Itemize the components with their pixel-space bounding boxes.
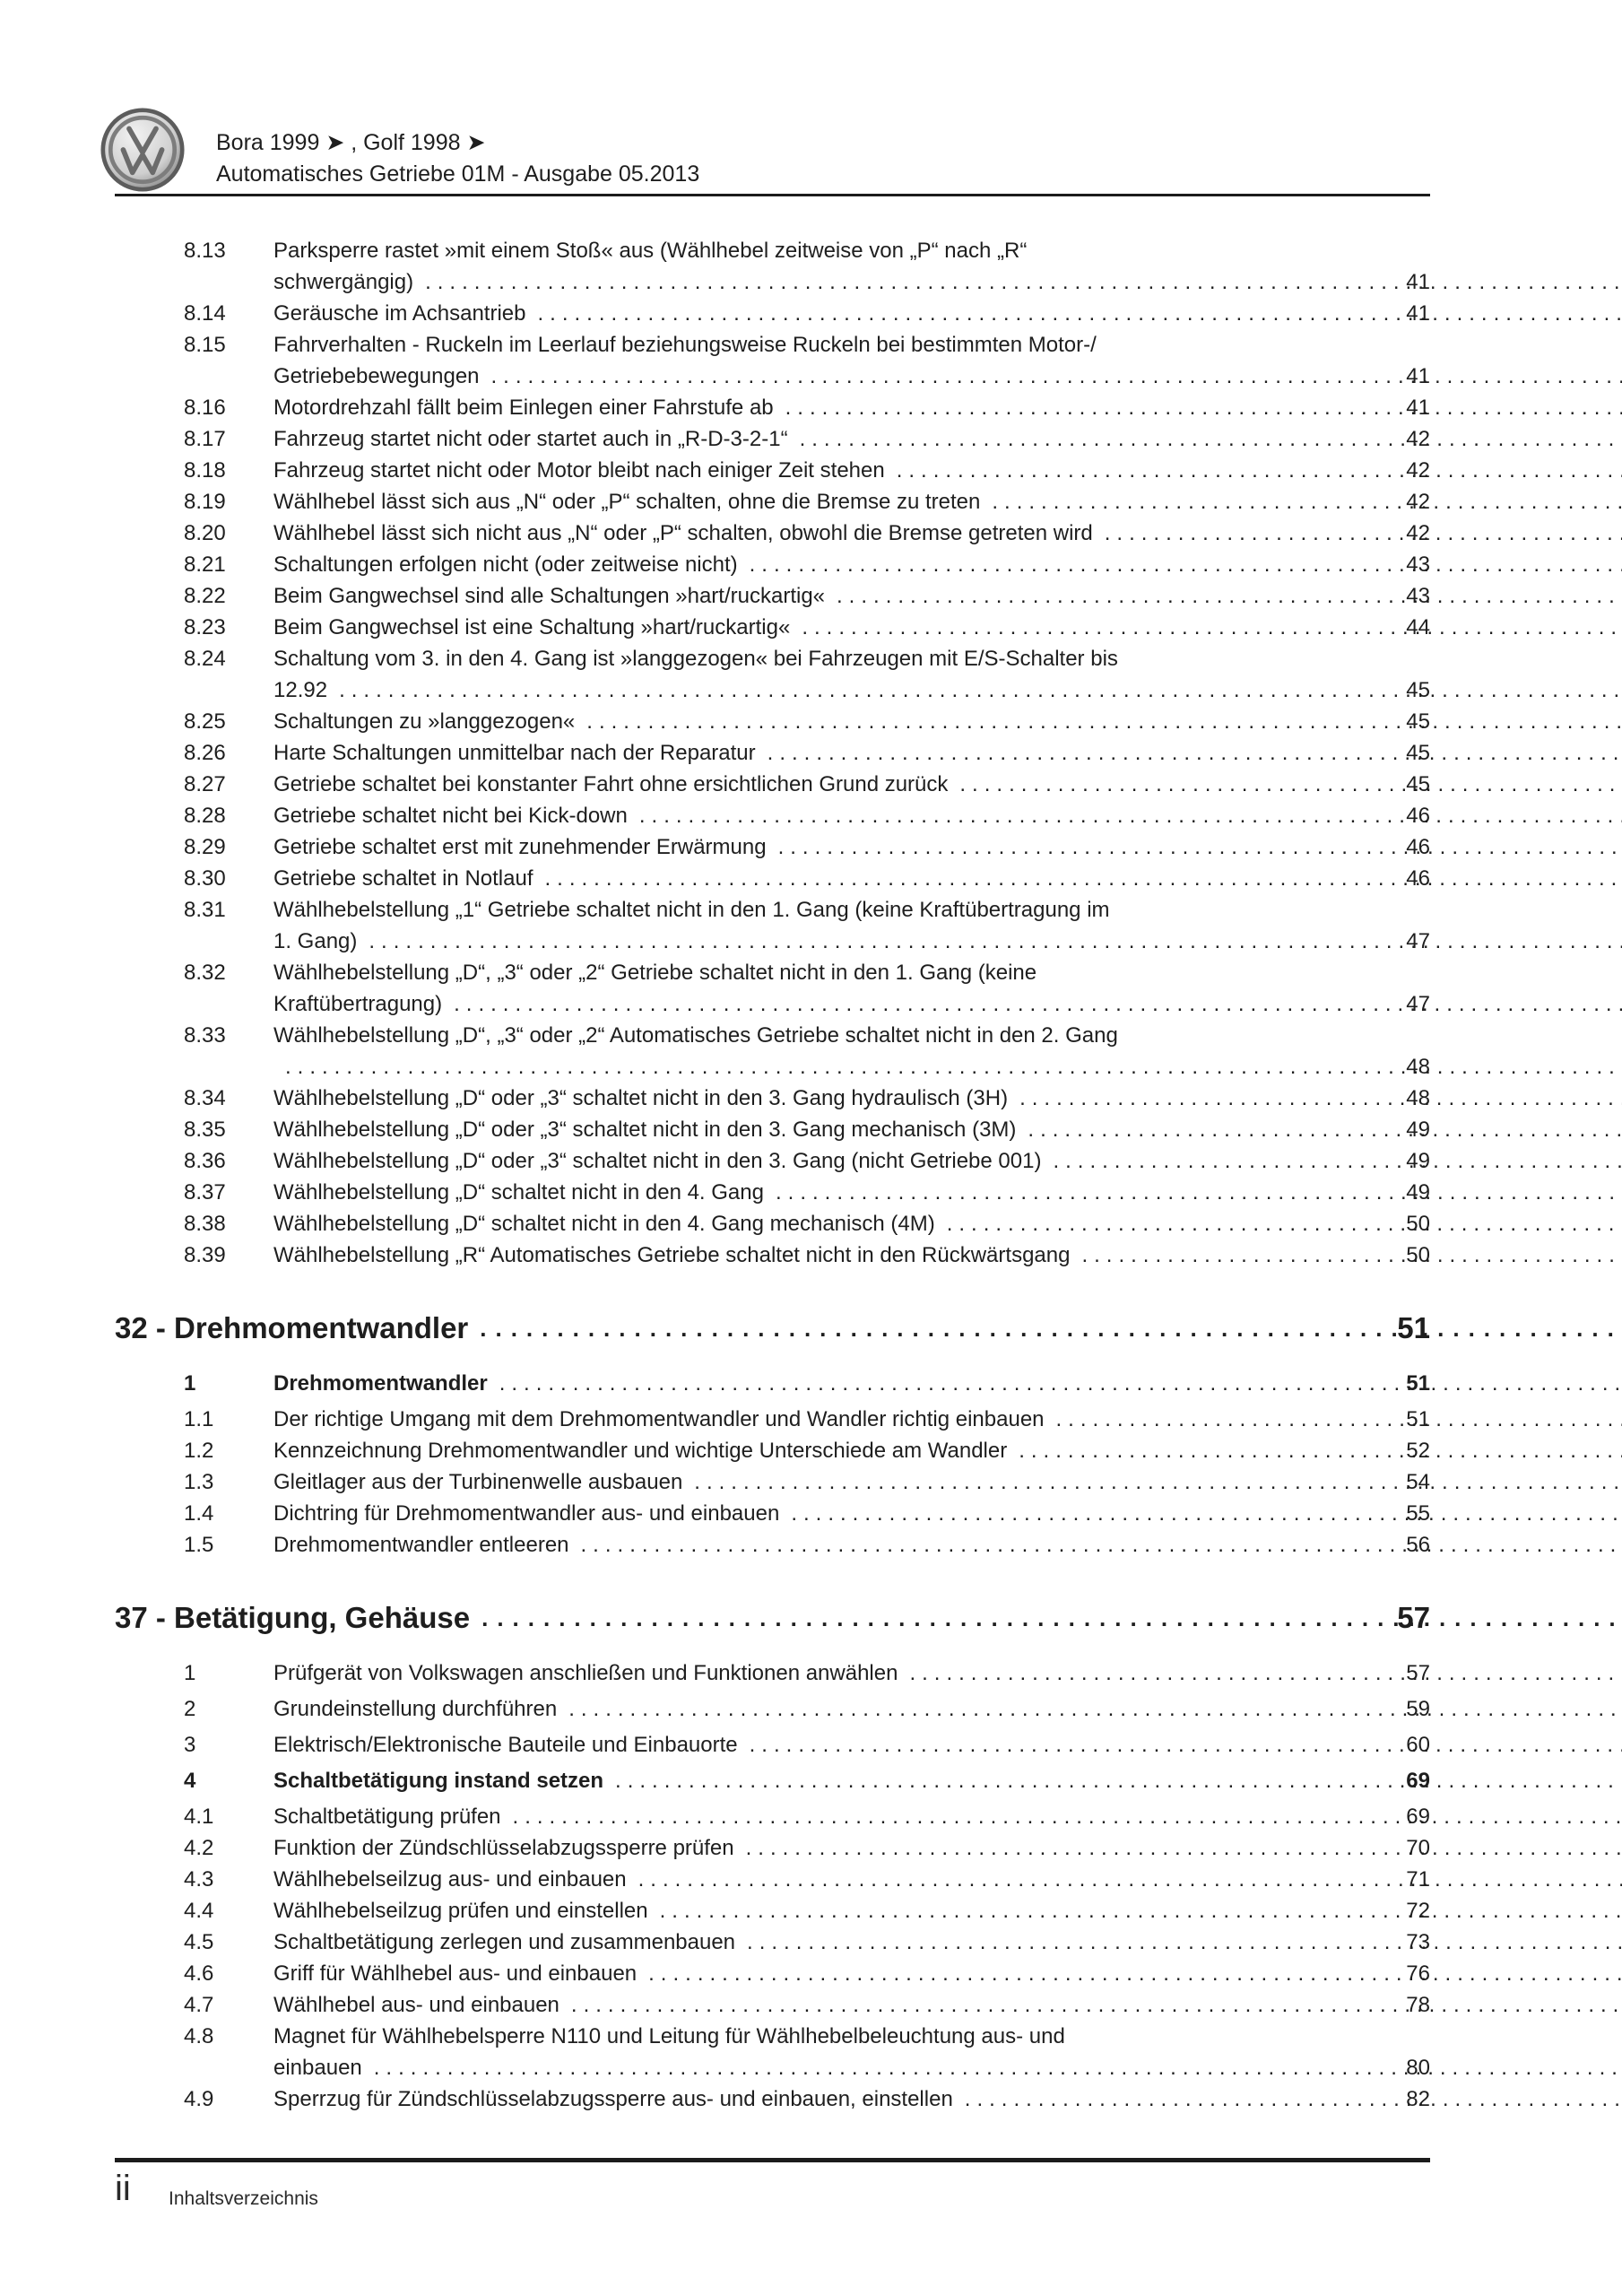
toc-entry[interactable] [115, 831, 1430, 863]
entry-page: 47 [1406, 992, 1430, 1016]
entry-number: 8.36 [184, 1149, 226, 1173]
toc-entry[interactable] [115, 423, 1430, 455]
entry-page: 78 [1406, 1993, 1430, 2017]
entry-page: 42 [1406, 490, 1430, 514]
toc-entry[interactable] [115, 1498, 1430, 1529]
entry-number: 8.13 [184, 239, 226, 263]
entry-title: Wählhebelseilzug prüfen und einstellen ..... [273, 1895, 1351, 1926]
entry-title: Wählhebelstellung „D“ oder „3“ schaltet nicht in den 3. Gang mechanisch (3M) ..... [273, 1114, 1351, 1145]
entry-page: 82 [1406, 2087, 1430, 2111]
section-heading-page: 57 [1397, 1601, 1430, 1634]
entry-number: 8.31 [184, 898, 226, 922]
entry-page: 41 [1406, 364, 1430, 388]
entry-title: Der richtige Umgang mit dem Drehmomentwandler und Wandler richtig einbauen ..... [273, 1404, 1351, 1435]
toc-entry[interactable] [115, 769, 1430, 800]
entry-number: 8.39 [184, 1243, 226, 1267]
entry-title: Kennzeichnung Drehmomentwandler und wichtige Unterschiede am Wandler ..... [273, 1435, 1351, 1466]
entry-title: Wählhebelseilzug aus- und einbauen ..... [273, 1864, 1351, 1895]
toc-entry[interactable] [115, 800, 1430, 831]
table-of-contents [115, 235, 1430, 2115]
entry-title: Funktion der Zündschlüsselabzugssperre prüfen ..... [273, 1832, 1351, 1864]
entry-title: Drehmomentwandler ..... [273, 1368, 1351, 1399]
entry-title: Wählhebelstellung „D“, „3“ oder „2“ Automatisches Getriebe schaltet nicht in den 2. Gang ..... [273, 1020, 1351, 1083]
toc-entry[interactable] [115, 863, 1430, 894]
entry-title: Beim Gangwechsel sind alle Schaltungen »hart/ruckartig« ..... [273, 580, 1351, 612]
toc-entry[interactable] [115, 1832, 1430, 1864]
toc-entry[interactable] [115, 1145, 1430, 1177]
entry-page: 51 [1406, 1407, 1430, 1431]
entry-number: 8.37 [184, 1180, 226, 1205]
entry-number: 8.18 [184, 458, 226, 483]
entry-title: Harte Schaltungen unmittelbar nach der Reparatur ..... [273, 737, 1351, 769]
entry-page: 49 [1406, 1118, 1430, 1142]
toc-entry[interactable] [115, 580, 1430, 612]
entry-number: 4.7 [184, 1993, 214, 2017]
entry-page: 42 [1406, 521, 1430, 545]
toc-section-heading[interactable] [115, 1309, 1430, 1348]
footer-label: Inhaltsverzeichnis [169, 2188, 318, 2209]
entry-number: 8.21 [184, 552, 226, 577]
entry-title: Motordrehzahl fällt beim Einlegen einer Fahrstufe ab ..... [273, 392, 1351, 423]
entry-page: 59 [1406, 1697, 1430, 1721]
entry-page: 60 [1406, 1733, 1430, 1757]
entry-page: 48 [1406, 1055, 1430, 1079]
toc-entry[interactable] [115, 1083, 1430, 1114]
entry-number: 4.9 [184, 2087, 214, 2111]
entry-page: 46 [1406, 866, 1430, 891]
entry-number: 8.35 [184, 1118, 226, 1142]
entry-title: Schaltung vom 3. in den 4. Gang ist »langgezogen« bei Fahrzeugen mit E/S-Schalter bis 12.92 ..... [273, 643, 1351, 706]
toc-entry[interactable] [115, 2021, 1430, 2083]
toc-entry[interactable] [115, 329, 1430, 392]
entry-number: 1.2 [184, 1439, 214, 1463]
entry-title: Fahrverhalten - Ruckeln im Leerlauf beziehungsweise Ruckeln bei bestimmten Motor-/ Getriebebewegungen ..... [273, 329, 1351, 392]
entry-number: 1 [184, 1371, 196, 1396]
entry-number: 8.15 [184, 333, 226, 357]
entry-title: Elektrisch/Elektronische Bauteile und Einbauorte ..... [273, 1729, 1351, 1761]
entry-page: 73 [1406, 1930, 1430, 1954]
toc-entry[interactable] [115, 1693, 1430, 1725]
toc-entry[interactable] [115, 235, 1430, 298]
toc-entry[interactable] [115, 1404, 1430, 1435]
toc-entry[interactable] [115, 1801, 1430, 1832]
entry-number: 8.26 [184, 741, 226, 765]
header-models: Bora 1999 ➤ , Golf 1998 ➤ [216, 130, 486, 155]
entry-number: 1.5 [184, 1533, 214, 1557]
toc-entry[interactable] [115, 1177, 1430, 1208]
entry-page: 42 [1406, 458, 1430, 483]
toc-entry[interactable] [115, 1208, 1430, 1239]
toc-entry[interactable] [115, 706, 1430, 737]
toc-entry[interactable] [115, 298, 1430, 329]
entry-page: 46 [1406, 835, 1430, 859]
entry-page: 50 [1406, 1212, 1430, 1236]
entry-page: 69 [1406, 1769, 1430, 1793]
entry-number: 8.25 [184, 709, 226, 734]
toc-entry[interactable] [115, 486, 1430, 517]
entry-page: 41 [1406, 396, 1430, 420]
toc-entry[interactable] [115, 612, 1430, 643]
entry-title: Prüfgerät von Volkswagen anschließen und Funktionen anwählen ..... [273, 1657, 1351, 1689]
entry-number: 1 [184, 1661, 196, 1685]
toc-entry[interactable] [115, 1368, 1430, 1399]
entry-number: 4.3 [184, 1867, 214, 1892]
entry-title: Parksperre rastet »mit einem Stoß« aus (Wählhebel zeitweise von „P“ nach „R“ schwergängig) ..... [273, 235, 1351, 298]
entry-number: 8.24 [184, 647, 226, 671]
entry-number: 8.28 [184, 804, 226, 828]
entry-title: Wählhebelstellung „D“ oder „3“ schaltet nicht in den 3. Gang hydraulisch (3H) ..... [273, 1083, 1351, 1114]
entry-number: 4.1 [184, 1805, 214, 1829]
section-heading-title: 37 - Betätigung, Gehäuse ..... [115, 1598, 1351, 1638]
vw-logo-icon [100, 108, 185, 192]
entry-number: 1.4 [184, 1501, 214, 1526]
toc-entry[interactable] [115, 517, 1430, 549]
entry-number: 8.22 [184, 584, 226, 608]
entry-title: Getriebe schaltet erst mit zunehmender Erwärmung ..... [273, 831, 1351, 863]
entry-title: Wählhebelstellung „D“ schaltet nicht in den 4. Gang mechanisch (4M) ..... [273, 1208, 1351, 1239]
entry-number: 8.17 [184, 427, 226, 451]
entry-number: 4.5 [184, 1930, 214, 1954]
entry-number: 4.6 [184, 1961, 214, 1986]
entry-title: Magnet für Wählhebelsperre N110 und Leitung für Wählhebelbeleuchtung aus- und einbauen ..... [273, 2021, 1351, 2083]
entry-page: 44 [1406, 615, 1430, 639]
entry-title: Schaltbetätigung instand setzen ..... [273, 1765, 1351, 1796]
entry-title: Wählhebelstellung „1“ Getriebe schaltet nicht in den 1. Gang (keine Kraftübertragung im 1. Gang) ..... [273, 894, 1351, 957]
section-heading-title: 32 - Drehmomentwandler ..... [115, 1309, 1351, 1348]
toc-entry[interactable] [115, 1864, 1430, 1895]
entry-title: Gleitlager aus der Turbinenwelle ausbauen ..... [273, 1466, 1351, 1498]
entry-title: Drehmomentwandler entleeren ..... [273, 1529, 1351, 1561]
entry-number: 8.14 [184, 301, 226, 326]
entry-page: 52 [1406, 1439, 1430, 1463]
entry-page: 76 [1406, 1961, 1430, 1986]
section-heading-page: 51 [1397, 1311, 1430, 1344]
footer-page-number: ii [115, 2169, 131, 2208]
entry-page: 45 [1406, 772, 1430, 796]
entry-title: Getriebe schaltet nicht bei Kick-down ..... [273, 800, 1351, 831]
toc-entry[interactable] [115, 1926, 1430, 1958]
entry-number: 8.33 [184, 1023, 226, 1048]
entry-page: 49 [1406, 1149, 1430, 1173]
entry-number: 1.3 [184, 1470, 214, 1494]
entry-number: 8.32 [184, 961, 226, 985]
entry-number: 8.34 [184, 1086, 226, 1110]
toc-entry[interactable] [115, 549, 1430, 580]
entry-page: 56 [1406, 1533, 1430, 1557]
entry-page: 55 [1406, 1501, 1430, 1526]
toc-entry[interactable] [115, 737, 1430, 769]
entry-number: 8.30 [184, 866, 226, 891]
entry-title: Wählhebel lässt sich nicht aus „N“ oder „P“ schalten, obwohl die Bremse getreten wird ..... [273, 517, 1351, 549]
entry-page: 69 [1406, 1805, 1430, 1829]
entry-title: Wählhebelstellung „R“ Automatisches Getriebe schaltet nicht in den Rückwärtsgang ..... [273, 1239, 1351, 1271]
entry-title: Fahrzeug startet nicht oder startet auch in „R-D-3-2-1“ ..... [273, 423, 1351, 455]
entry-page: 50 [1406, 1243, 1430, 1267]
entry-number: 8.19 [184, 490, 226, 514]
entry-number: 8.29 [184, 835, 226, 859]
toc-entry[interactable] [115, 1765, 1430, 1796]
entry-title: Wählhebel lässt sich aus „N“ oder „P“ schalten, ohne die Bremse zu treten ..... [273, 486, 1351, 517]
entry-number: 4.8 [184, 2024, 214, 2048]
entry-page: 43 [1406, 552, 1430, 577]
toc-entry[interactable] [115, 1239, 1430, 1271]
entry-page: 45 [1406, 709, 1430, 734]
entry-page: 47 [1406, 929, 1430, 953]
toc-entry[interactable] [115, 1466, 1430, 1498]
toc-entry[interactable] [115, 1895, 1430, 1926]
entry-page: 43 [1406, 584, 1430, 608]
entry-title: Schaltungen zu »langgezogen« ..... [273, 706, 1351, 737]
entry-title: Wählhebel aus- und einbauen ..... [273, 1989, 1351, 2021]
entry-title: Sperrzug für Zündschlüsselabzugssperre aus- und einbauen, einstellen ..... [273, 2083, 1351, 2115]
entry-title: Schaltungen erfolgen nicht (oder zeitweise nicht) ..... [273, 549, 1351, 580]
toc-entry[interactable] [115, 455, 1430, 486]
entry-page: 57 [1406, 1661, 1430, 1685]
entry-page: 49 [1406, 1180, 1430, 1205]
entry-page: 72 [1406, 1899, 1430, 1923]
header-text-block [216, 127, 699, 190]
toc-entry[interactable] [115, 2083, 1430, 2115]
entry-number: 8.38 [184, 1212, 226, 1236]
entry-title: Schaltbetätigung prüfen ..... [273, 1801, 1351, 1832]
entry-number: 8.16 [184, 396, 226, 420]
entry-page: 51 [1406, 1371, 1430, 1396]
toc-entry[interactable] [115, 392, 1430, 423]
entry-title: Wählhebelstellung „D“ schaltet nicht in den 4. Gang ..... [273, 1177, 1351, 1208]
entry-title: Geräusche im Achsantrieb ..... [273, 298, 1351, 329]
entry-number: 4 [184, 1769, 196, 1793]
entry-page: 48 [1406, 1086, 1430, 1110]
entry-page: 70 [1406, 1836, 1430, 1860]
toc-entry[interactable] [115, 1435, 1430, 1466]
toc-entry[interactable] [115, 1114, 1430, 1145]
toc-entry[interactable] [115, 643, 1430, 706]
entry-page: 41 [1406, 270, 1430, 294]
toc-entry[interactable] [115, 1729, 1430, 1761]
entry-title: Wählhebelstellung „D“ oder „3“ schaltet nicht in den 3. Gang (nicht Getriebe 001) ..... [273, 1145, 1351, 1177]
entry-page: 80 [1406, 2056, 1430, 2080]
entry-title: Griff für Wählhebel aus- und einbauen ..... [273, 1958, 1351, 1989]
toc-entry[interactable] [115, 1020, 1430, 1083]
entry-number: 8.23 [184, 615, 226, 639]
entry-number: 1.1 [184, 1407, 214, 1431]
toc-entry[interactable] [115, 1657, 1430, 1689]
entry-number: 8.20 [184, 521, 226, 545]
toc-entry[interactable] [115, 1529, 1430, 1561]
entry-number: 2 [184, 1697, 196, 1721]
entry-title: Getriebe schaltet bei konstanter Fahrt ohne ersichtlichen Grund zurück ..... [273, 769, 1351, 800]
header-rule [115, 194, 1430, 196]
entry-number: 8.27 [184, 772, 226, 796]
entry-page: 45 [1406, 678, 1430, 702]
entry-title: Grundeinstellung durchführen ..... [273, 1693, 1351, 1725]
footer-rule [115, 2158, 1430, 2162]
toc-section-heading[interactable] [115, 1598, 1430, 1638]
toc-entry[interactable] [115, 1958, 1430, 1989]
entry-title: Wählhebelstellung „D“, „3“ oder „2“ Getriebe schaltet nicht in den 1. Gang (keine Kraftübertragung) ..... [273, 957, 1351, 1020]
entry-number: 4.2 [184, 1836, 214, 1860]
entry-number: 3 [184, 1733, 196, 1757]
entry-title: Schaltbetätigung zerlegen und zusammenbauen ..... [273, 1926, 1351, 1958]
entry-title: Fahrzeug startet nicht oder Motor bleibt nach einiger Zeit stehen ..... [273, 455, 1351, 486]
header-subtitle: Automatisches Getriebe 01M - Ausgabe 05.2013 [216, 161, 700, 187]
entry-title: Getriebe schaltet in Notlauf ..... [273, 863, 1351, 894]
entry-page: 46 [1406, 804, 1430, 828]
entry-page: 42 [1406, 427, 1430, 451]
toc-entry[interactable] [115, 957, 1430, 1020]
entry-page: 54 [1406, 1470, 1430, 1494]
entry-page: 71 [1406, 1867, 1430, 1892]
entry-number: 4.4 [184, 1899, 214, 1923]
entry-page: 45 [1406, 741, 1430, 765]
entry-page: 41 [1406, 301, 1430, 326]
toc-entry[interactable] [115, 894, 1430, 957]
entry-title: Beim Gangwechsel ist eine Schaltung »hart/ruckartig« ..... [273, 612, 1351, 643]
entry-title: Dichtring für Drehmomentwandler aus- und einbauen ..... [273, 1498, 1351, 1529]
toc-entry[interactable] [115, 1989, 1430, 2021]
